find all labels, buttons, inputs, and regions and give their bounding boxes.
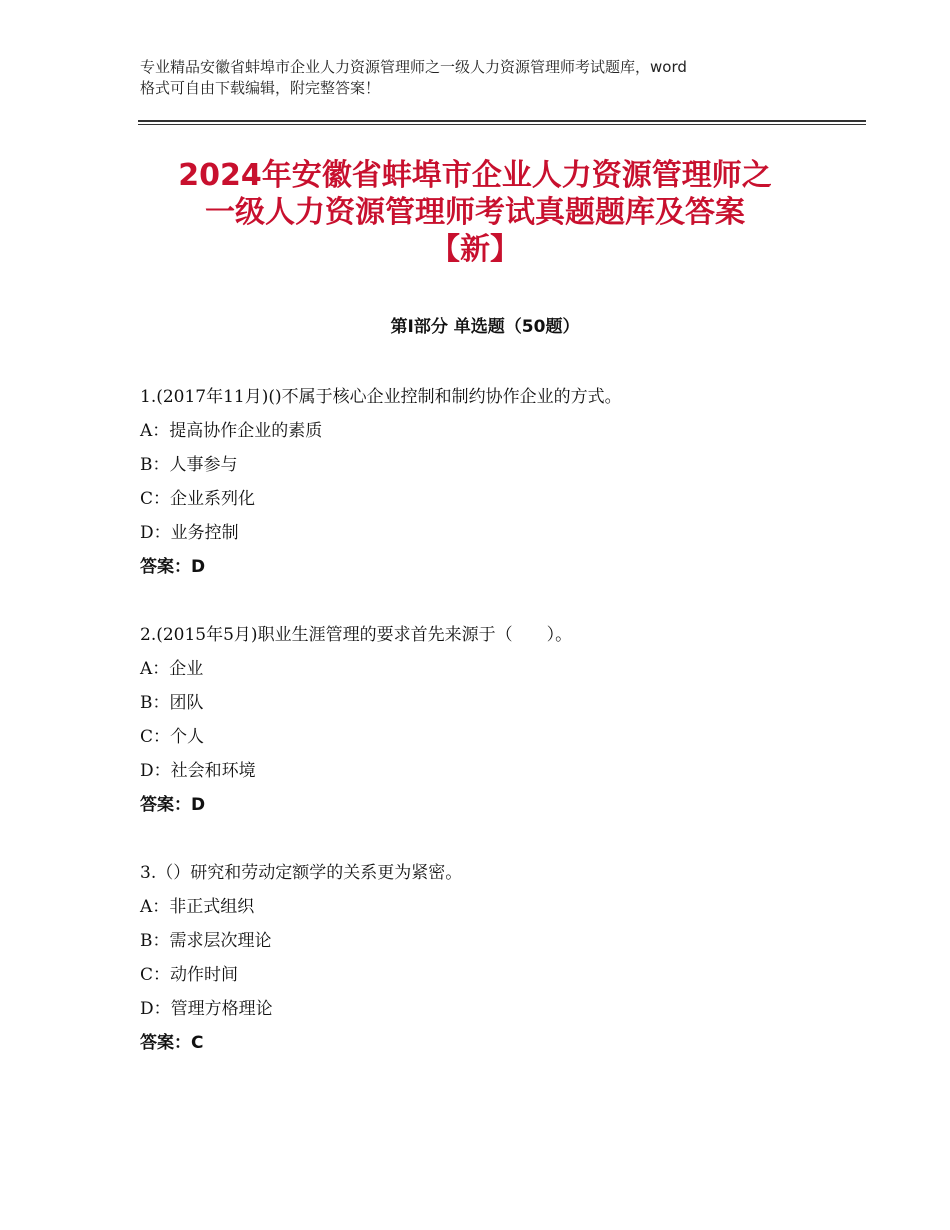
option-b: B：人事参与 (140, 455, 238, 475)
question-stem: 3.（）研究和劳动定额学的关系更为紧密。 (140, 863, 463, 883)
question-stem: 2.(2015年5月)职业生涯管理的要求首先来源于（ ）。 (140, 625, 573, 645)
section-title: 第Ⅰ部分 单选题（50题） (390, 317, 580, 337)
answer: 答案：D (140, 795, 206, 815)
question-2 (140, 618, 840, 822)
header-divider-thin (138, 124, 866, 125)
option-d: D：业务控制 (140, 523, 239, 543)
option-a: A：企业 (140, 659, 204, 679)
question-list (140, 380, 840, 1094)
option-d: D：社会和环境 (140, 761, 256, 781)
option-c: C：个人 (140, 727, 205, 747)
title-line-3: 【新】 (430, 232, 520, 267)
option-a: A：提高协作企业的素质 (140, 421, 323, 441)
header-line-2: 格式可自由下载编辑，附完整答案！ (140, 79, 381, 97)
answer: 答案：D (140, 557, 206, 577)
header-line-1: 专业精品安徽省蚌埠市企业人力资源管理师之一级人力资源管理师考试题库，word (140, 58, 687, 76)
answer: 答案：C (140, 1033, 204, 1053)
option-a: A：非正式组织 (140, 897, 255, 917)
document-title (120, 157, 830, 268)
option-b: B：团队 (140, 693, 204, 713)
question-3 (140, 856, 840, 1060)
question-1 (140, 380, 840, 584)
header-divider-thick (138, 120, 866, 122)
option-c: C：动作时间 (140, 965, 239, 985)
title-line-2: 一级人力资源管理师考试真题题库及答案 (205, 195, 745, 230)
option-c: C：企业系列化 (140, 489, 256, 509)
page-header (140, 57, 830, 99)
option-d: D：管理方格理论 (140, 999, 273, 1019)
option-b: B：需求层次理论 (140, 931, 272, 951)
question-stem: 1.(2017年11月)()不属于核心企业控制和制约协作企业的方式。 (140, 387, 622, 407)
title-line-1: 2024年安徽省蚌埠市企业人力资源管理师之 (178, 158, 772, 193)
